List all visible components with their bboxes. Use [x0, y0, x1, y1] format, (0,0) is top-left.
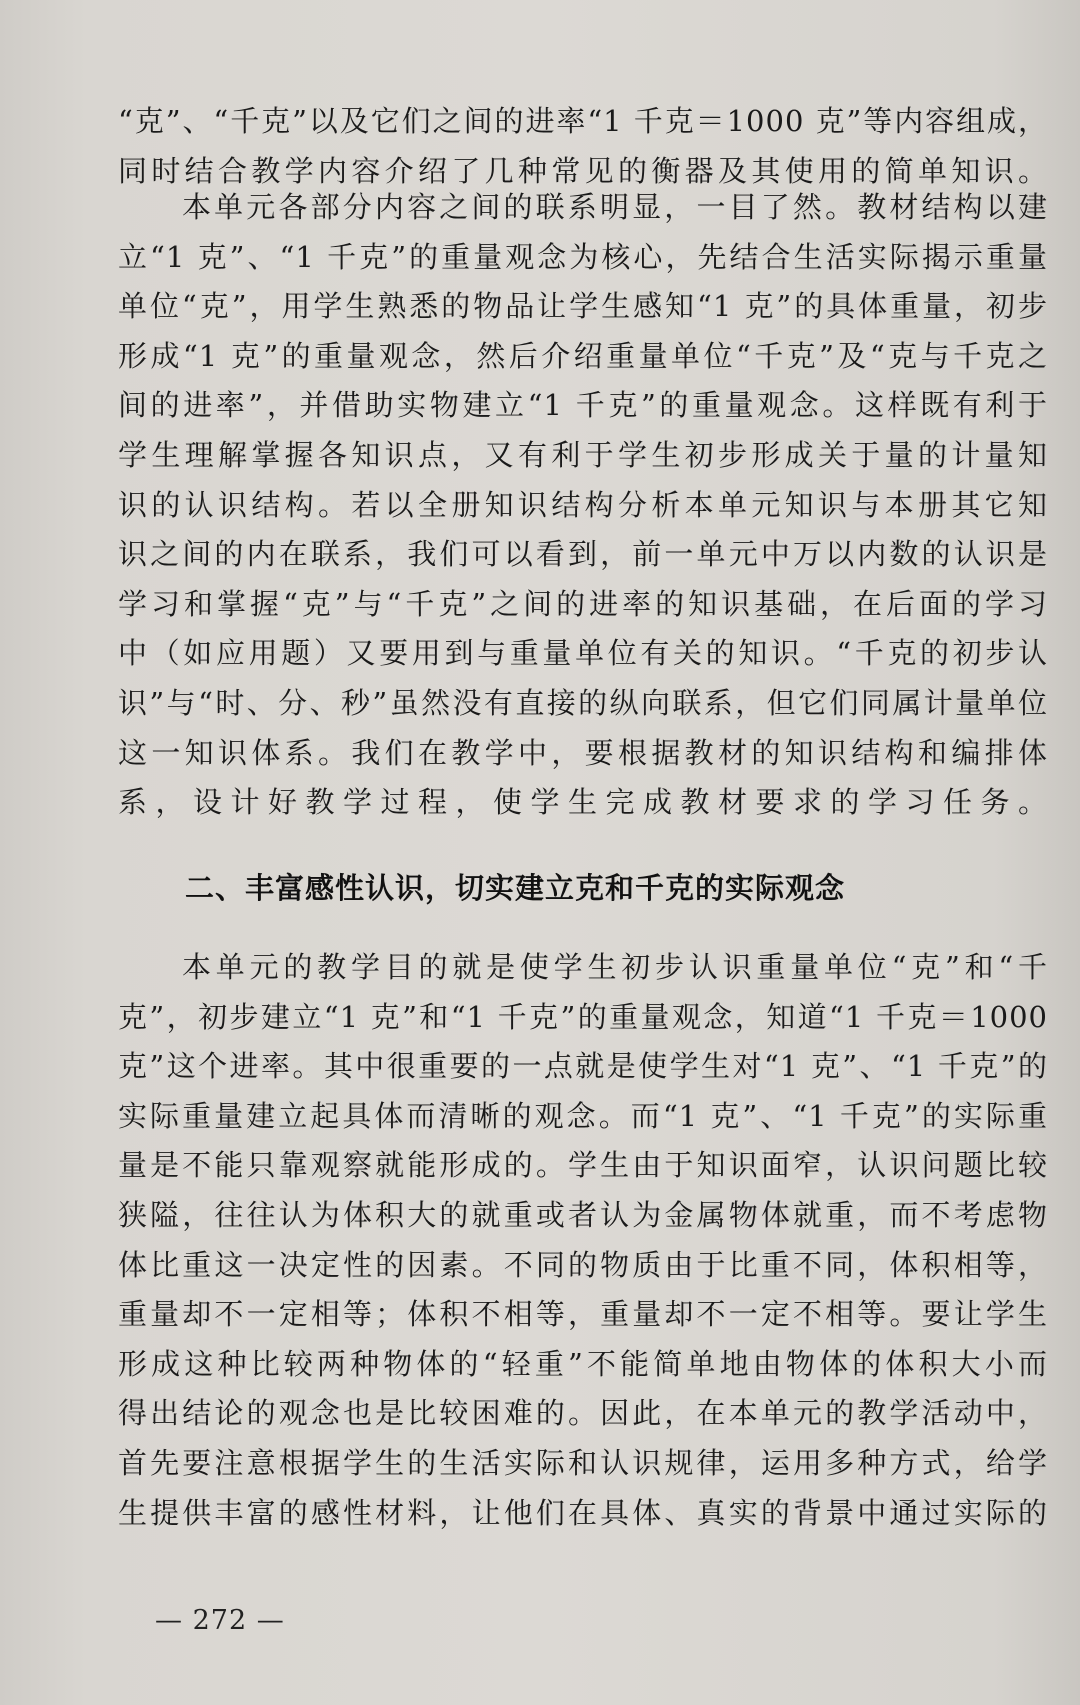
text-line: 首先要注意根据学生的生活实际和认识规律，运用多种方式，给学	[118, 1445, 1048, 1480]
section-heading: 二、丰富感性认识，切实建立克和千克的实际观念	[185, 871, 846, 905]
paragraph-2	[118, 183, 1048, 828]
text-line: 体比重这一决定性的因素。不同的物质由于比重不同，体积相等，	[118, 1247, 1048, 1282]
text-line: “克”、“千克”以及它们之间的进率“1 千克＝1000 克”等内容组成，	[118, 104, 1048, 138]
paragraph-1	[118, 97, 1048, 196]
page-number: — 272 —	[155, 1605, 285, 1636]
text-line: 狭隘，往往认为体积大的就重或者认为金属物体就重，而不考虑物	[118, 1197, 1048, 1232]
text-line: 本单元的教学目的就是使学生初步认识重量单位“克”和“千	[182, 950, 1048, 984]
text-line: 克”这个进率。其中很重要的一点就是使学生对“1 克”、“1 千克”的	[118, 1049, 1048, 1084]
text-line: 得出结论的观念也是比较困难的。因此，在本单元的教学活动中，	[118, 1396, 1048, 1431]
text-line: 立“1 克”、“1 千克”的重量观念为核心，先结合生活实际揭示重量	[118, 239, 1048, 274]
text-line: 学生理解掌握各知识点，又有利于学生初步形成关于量的计量知	[118, 437, 1048, 472]
text-line: 识的认识结构。若以全册知识结构分析本单元知识与本册其它知	[118, 487, 1048, 522]
text-line: 同时结合教学内容介绍了几种常见的衡器及其使用的简单知识。	[118, 153, 1048, 188]
text-line: 量是不能只靠观察就能形成的。学生由于知识面窄，认识问题比较	[118, 1148, 1048, 1183]
text-line: 实际重量建立起具体而清晰的观念。而“1 克”、“1 千克”的实际重	[118, 1098, 1048, 1133]
text-line: 生提供丰富的感性材料，让他们在具体、真实的背景中通过实际的	[118, 1495, 1048, 1530]
text-line: 学习和掌握“克”与“千克”之间的进率的知识基础，在后面的学习	[118, 586, 1048, 621]
paragraph-1-text	[118, 97, 1048, 196]
text-line: 形成“1 克”的重量观念，然后介绍重量单位“千克”及“克与千克之	[118, 338, 1048, 373]
paragraph-3	[118, 943, 1048, 1538]
text-line: 间的进率”，并借助实物建立“1 千克”的重量观念。这样既有利于	[118, 388, 1048, 423]
text-line: 本单元各部分内容之间的联系明显，一目了然。教材结构以建	[182, 190, 1048, 224]
paragraph-3-text	[118, 943, 1048, 1538]
text-line: 单位“克”，用学生熟悉的物品让学生感知“1 克”的具体重量，初步	[118, 289, 1048, 324]
paragraph-2-text	[118, 183, 1048, 828]
text-line: 系，设计好教学过程，使学生完成教材要求的学习任务。	[118, 785, 1048, 820]
text-line: 中（如应用题）又要用到与重量单位有关的知识。“千克的初步认	[118, 636, 1048, 671]
text-line: 形成这种比较两种物体的“轻重”不能简单地由物体的体积大小而	[118, 1346, 1048, 1381]
text-line: 重量却不一定相等；体积不相等，重量却不一定不相等。要让学生	[118, 1297, 1048, 1332]
text-line: 这一知识体系。我们在教学中，要根据教材的知识结构和编排体	[118, 735, 1048, 770]
text-line: 识之间的内在联系，我们可以看到，前一单元中万以内数的认识是	[118, 537, 1048, 572]
text-line: 克”，初步建立“1 克”和“1 千克”的重量观念，知道“1 千克＝1000	[118, 999, 1048, 1034]
text-line: 识”与“时、分、秒”虽然没有直接的纵向联系，但它们同属计量单位	[118, 685, 1048, 720]
